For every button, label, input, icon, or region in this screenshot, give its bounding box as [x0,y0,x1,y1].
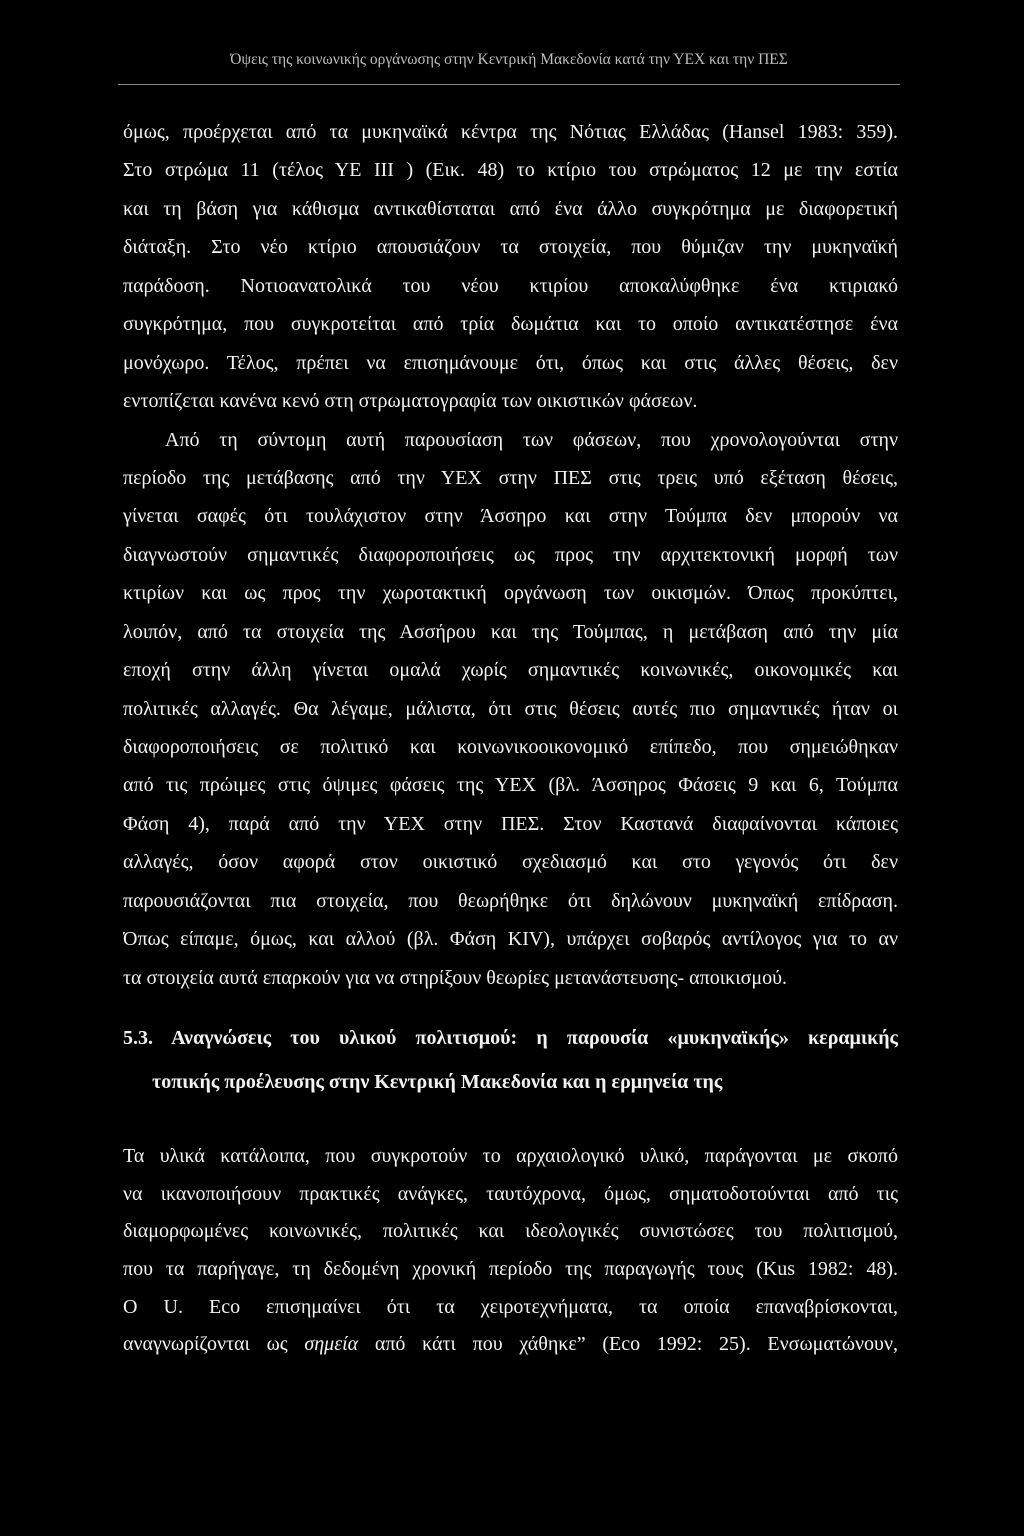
paragraph-line: να ικανοποιήσουν πρακτικές ανάγκες, ταυτόχρονα, όμως, σηματοδοτούνται από τις [123,1182,898,1205]
line-text: αναγνωρίζονται ως [123,1333,305,1356]
paragraph-line: αλλαγές, όσον αφορά στον οικιστικό σχεδιασμό και στο γεγονός ότι δεν [123,851,898,874]
paragraph-line: Όπως είπαμε, όμως, και αλλού (βλ. Φάση ΚΙV), υπάρχει σοβαρός αντίλογος για το αν [123,928,898,951]
paragraph-line: όμως, προέρχεται από τα μυκηναϊκά κέντρα της Νότιας Ελλάδας (Hansel 1983: 359). [123,121,898,143]
paragraph-line: Από τη σύντομη αυτή παρουσίαση των φάσεων, που χρονολογούνται στην [165,428,898,451]
paragraph-line: Ο U. Eco επισημαίνει ότι τα χειροτεχνήματα, τα οποία επαναβρίσκονται, [123,1295,898,1318]
paragraph-line: διαμορφωμένες κοινωνικές, πολιτικές και ιδεολογικές συνιστώσες του πολιτισμού, [123,1220,898,1243]
paragraph-line: γίνεται σαφές ότι τουλάχιστον στην Άσσηρο και στην Τούμπα δεν μπορούν να [123,505,898,528]
line-text: από κάτι που χάθηκε” (Eco 1992: 25). Ενσωματώνουν, [358,1333,898,1356]
paragraph-line: παράδοση. Νοτιοανατολικά του νέου κτιρίου αποκαλύφθηκε ένα κτιριακό [123,274,898,297]
paragraph-line: περίοδο της μετάβασης από την ΥΕΧ στην ΠΕΣ στις τρεις υπό εξέταση θέσεις, [123,466,898,489]
body-text-lower [123,1138,898,1364]
paragraph-line: συγκρότημα, που συγκροτείται από τρία δωμάτια και το οποίο αντικατέστησε ένα [123,313,898,336]
paragraph-line: διαφοροποιήσεις σε πολιτικό και κοινωνικοοικονομικό επίπεδο, που σημειώθηκαν [123,736,898,758]
paragraph-line [123,1326,898,1364]
paragraph-line: διάταξη. Στο νέο κτίριο απουσιάζουν τα στοιχεία, που θύμιζαν την μυκηναϊκή [123,236,898,259]
paragraph-line: παρουσιάζονται πια στοιχεία, που θεωρήθηκε ότι δηλώνουν μυκηναϊκή επίδραση. [123,889,898,912]
paragraph-line: από τις πρώιμες στις όψιμες φάσεις της ΥΕΧ (βλ. Άσσηρος Φάσεις 9 και 6, Τούμπα [123,774,898,797]
paragraph-line: Στο στρώμα 11 (τέλος ΥΕ ΙΙΙ ) (Εικ. 48) το κτίριο του στρώματος 12 με την εστία [123,159,898,182]
paragraph-line: πολιτικές αλλαγές. Θα λέγαμε, μάλιστα, ότι στις θέσεις αυτές πιο σημαντικές ήταν οι [123,697,898,720]
body-text-upper [123,113,898,997]
paragraph-line: κτιρίων και ως προς την χωροτακτική οργάνωση των οικισμών. Όπως προκύπτει, [123,582,898,605]
paragraph-line: εντοπίζεται κανένα κενό στη στρωματογραφία των οικιστικών φάσεων. [123,390,698,413]
running-header: Όψεις της κοινωνικής οργάνωσης στην Κεντρική Μακεδονία κατά την ΥΕΧ και την ΠΕΣ [230,51,788,68]
paragraph-line: Τα υλικά κατάλοιπα, που συγκροτούν το αρχαιολογικό υλικό, παράγονται με σκοπό [123,1145,898,1167]
paragraph-line: λοιπόν, από τα στοιχεία της Ασσήρου και της Τούμπας, η μετάβαση από την μία [123,620,898,643]
paragraph-line: που τα παρήγαγε, τη δεδομένη χρονική περίοδο της παραγωγής τους (Kus 1982: 48). [123,1258,898,1281]
paragraph-line: τα στοιχεία αυτά επαρκούν για να στηρίξουν θεωρίες μετανάστευσης- αποικισμού. [123,966,788,989]
paragraph-line: μονόχωρο. Τέλος, πρέπει να επισημάνουμε ότι, όπως και στις άλλες θέσεις, δεν [123,351,898,374]
paragraph-line: διαγνωστούν σημαντικές διαφοροποιήσεις ως προς την αρχιτεκτονική μορφή των [123,543,898,566]
section-heading-line: τοπικής προέλευσης στην Κεντρική Μακεδονία και η ερμηνεία της [152,1071,723,1093]
section-heading-line: 5.3. Αναγνώσεις του υλικού πολιτισμού: η παρουσία «μυκηναϊκής» κεραμικής [123,1027,898,1049]
header-rule [118,84,900,85]
section-heading [123,1016,898,1104]
paragraph-line: εποχή στην άλλη γίνεται ομαλά χωρίς σημαντικές κοινωνικές, οικονομικές και [123,659,898,682]
paragraph-line: Φάση 4), παρά από την ΥΕΧ στην ΠΕΣ. Στον Καστανά διαφαίνονται κάποιες [123,812,898,835]
emphasis-text: σημεία [304,1333,359,1356]
paragraph-line: και τη βάση για κάθισμα αντικαθίσταται από ένα άλλο συγκρότημα με διαφορετική [123,197,898,220]
